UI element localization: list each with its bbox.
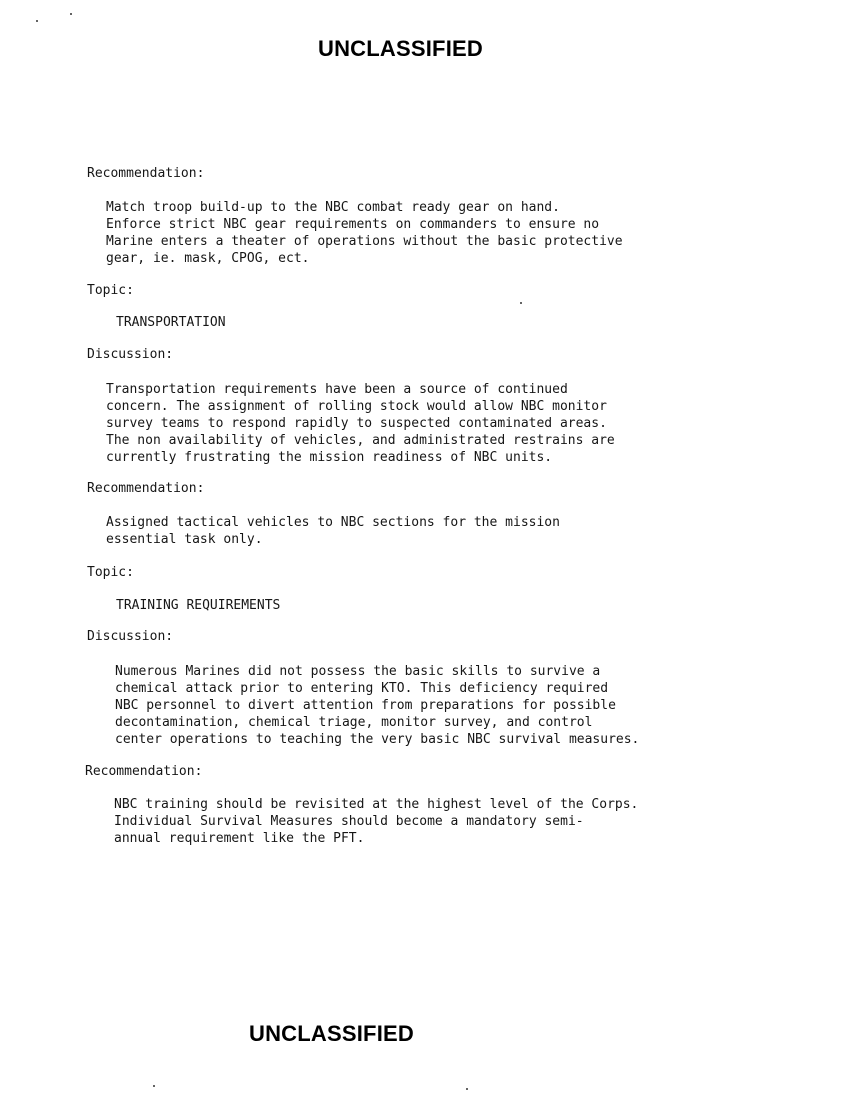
section-label-recommendation: Recommendation: [87, 166, 205, 181]
scan-speck [153, 1085, 155, 1087]
classification-banner-top: UNCLASSIFIED [318, 36, 483, 61]
section-label-topic: Topic: [87, 565, 134, 580]
scan-speck [36, 20, 38, 22]
discussion-paragraph [115, 663, 639, 748]
text-line: The non availability of vehicles, and administrated restrains are [106, 433, 615, 448]
text-line: currently frustrating the mission readiness of NBC units. [106, 450, 553, 465]
discussion-paragraph [106, 381, 615, 466]
section-label-recommendation: Recommendation: [85, 764, 203, 779]
scan-speck [70, 13, 72, 15]
text-line: center operations to teaching the very basic NBC survival measures. [115, 732, 640, 747]
text-line: Marine enters a theater of operations without the basic protective [106, 234, 623, 249]
text-line: Assigned tactical vehicles to NBC sections for the mission [106, 515, 560, 530]
scan-speck [520, 302, 522, 304]
scan-speck [466, 1088, 468, 1090]
topic-paragraph [116, 597, 280, 614]
text-line: Transportation requirements have been a source of continued [106, 382, 568, 397]
section-label-topic: Topic: [87, 283, 134, 298]
text-line: concern. The assignment of rolling stock would allow NBC monitor [106, 399, 607, 414]
text-line: Match troop build-up to the NBC combat ready gear on hand. [106, 200, 560, 215]
text-line: NBC personnel to divert attention from preparations for possible [115, 698, 616, 713]
topic-title: TRAINING REQUIREMENTS [116, 598, 281, 613]
classification-banner-bottom: UNCLASSIFIED [249, 1021, 414, 1046]
section-label-discussion: Discussion: [87, 629, 174, 644]
recommendation-paragraph [106, 199, 623, 267]
text-line: chemical attack prior to entering KTO. This deficiency required [115, 681, 609, 696]
section-label-discussion: Discussion: [87, 347, 174, 362]
text-line: NBC training should be revisited at the highest level of the Corps. [114, 797, 639, 812]
text-line: gear, ie. mask, CPOG, ect. [106, 251, 310, 266]
text-line: survey teams to respond rapidly to suspected contaminated areas. [106, 416, 607, 431]
text-line: decontamination, chemical triage, monitor survey, and control [115, 715, 593, 730]
topic-paragraph [116, 314, 226, 331]
section-label-recommendation: Recommendation: [87, 481, 205, 496]
text-line: Individual Survival Measures should become a mandatory semi- [114, 814, 584, 829]
text-line: Enforce strict NBC gear requirements on commanders to ensure no [106, 217, 600, 232]
text-line: annual requirement like the PFT. [114, 831, 365, 846]
recommendation-paragraph [114, 796, 638, 847]
text-line: essential task only. [106, 532, 263, 547]
topic-title: TRANSPORTATION [116, 315, 226, 330]
text-line: Numerous Marines did not possess the basic skills to survive a [115, 664, 601, 679]
recommendation-paragraph [106, 514, 560, 548]
